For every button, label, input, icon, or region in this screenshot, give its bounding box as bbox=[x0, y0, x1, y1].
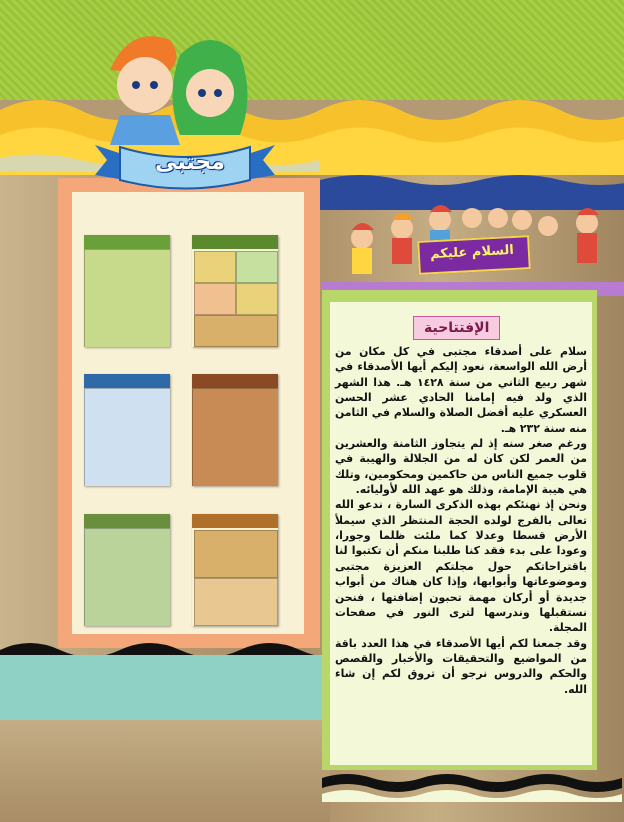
bottom-black-wave bbox=[322, 770, 624, 810]
page-thumbnail[interactable] bbox=[84, 514, 170, 626]
article-paragraph: سلام على أصدقاء مجتبى في كل مكان من أرض الله الواسعة، نعود إليكم أيها الأصدقاء في شهر ربيع الثاني من سنة ١٤٢٨ هـ. هذا الشهر الذي ولد فيه إمامنا الحادي عشر الحسن العسكري عليه أفضل الصلاة والسلام في الثامن منه سنة ٢٣٢ هـ. bbox=[335, 345, 587, 435]
article-paragraph: وقد جمعنا لكم أيها الأصدقاء في هذا العدد باقة من المواضيع والتحقيقات والأخبار والقصص والحكم والدروس نرجو أن تروق لكم إن شاء الله. bbox=[335, 636, 587, 696]
greeting-sign-text: السلام عليكم bbox=[429, 242, 515, 263]
page-thumbnail[interactable] bbox=[192, 374, 278, 486]
page-thumbnail[interactable] bbox=[84, 374, 170, 486]
magazine-logo: مجتبى bbox=[155, 150, 225, 175]
wood-bottom bbox=[0, 720, 330, 822]
article-paragraph: ورغم صغر سنه إذ لم يتجاوز الثامنة والعشرين من العمر لكن كان له من الجلالة والهيبة في قلوب جميع الناس من حاكمين ومحكومين، وتلك هي هيبة الإمامة، وذلك هو عهد الله لأوليائه. bbox=[335, 437, 587, 497]
article-body bbox=[335, 344, 587, 697]
page-thumbnail[interactable] bbox=[84, 235, 170, 347]
page-thumbnail[interactable] bbox=[192, 514, 278, 626]
article-title: الإفتتاحية bbox=[413, 316, 500, 340]
article-paragraph: ونحن إذ نهنئكم بهذه الذكرى السارة ، ندعو الله تعالى بالفرج لولده الحجة المنتظر الذي سيملأ الأرض قسطا وعدلا كما ملئت ظلما وجورا، وعودا على بدء فقد كنا طلبنا منكم أن تكتبوا لنا باقتراحاتكم حول مجلتكم العزيزة مجتبى وموضوعاتها وأبوابها، وإذا كان هناك من أبواب جديدة أو أركان مهمة تحبون إضافتها ، فنحن نستقبلها وندرسها لترى النور في صفحات المجلة. bbox=[335, 498, 587, 635]
page-thumbnail[interactable] bbox=[192, 235, 278, 347]
